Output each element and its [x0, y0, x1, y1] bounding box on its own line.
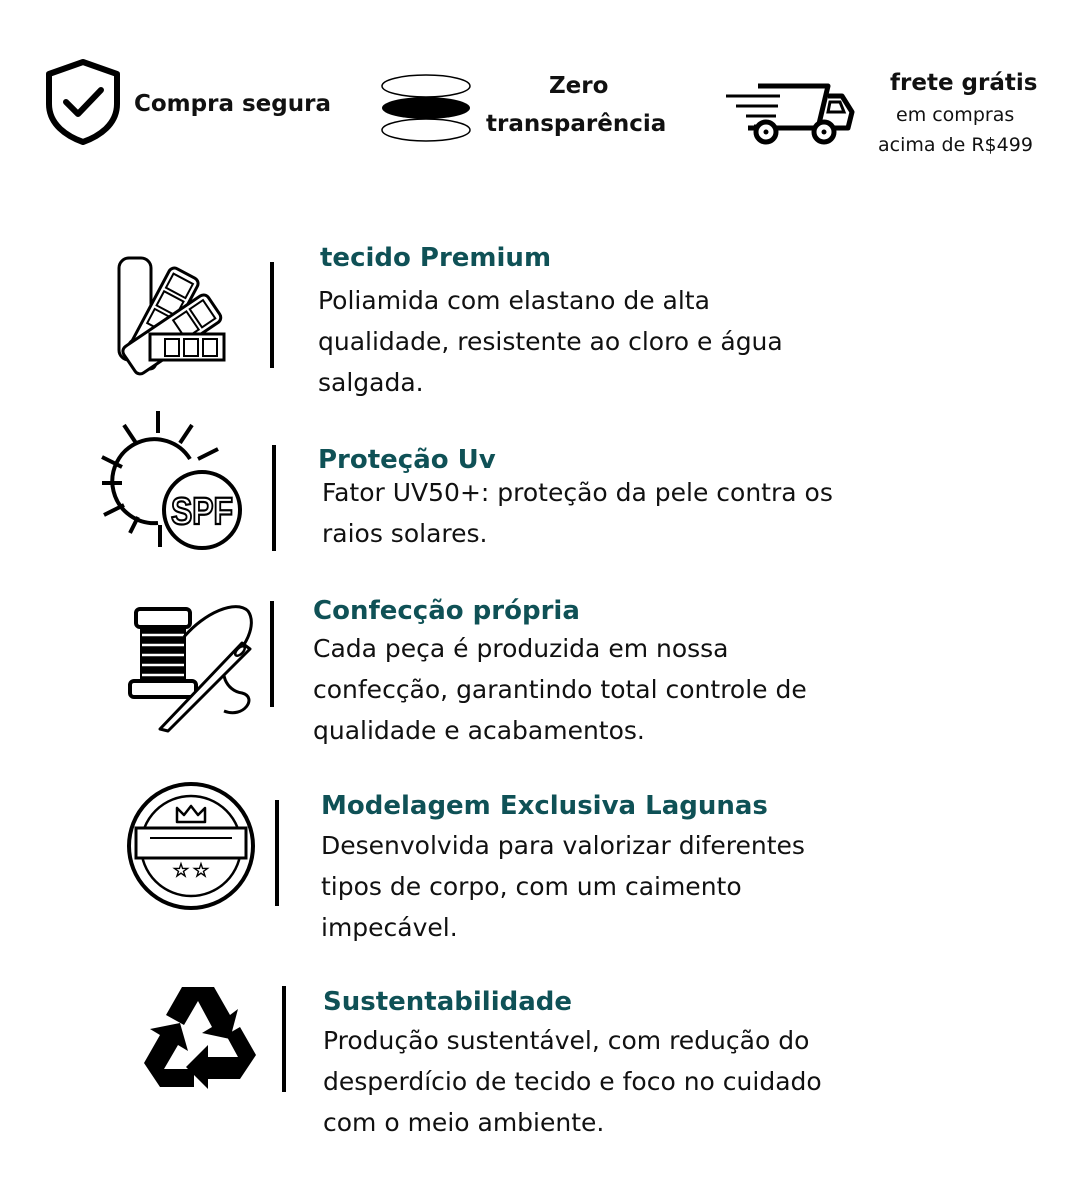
- spf-icon-text: SPF: [171, 491, 233, 533]
- star-icon: ★: [173, 861, 189, 881]
- feature-title: Proteção Uv: [318, 445, 496, 475]
- feature-desc-line: desperdício de tecido e foco no cuidado: [323, 1067, 822, 1096]
- recycle-icon: [138, 983, 258, 1093]
- badge-transparency: [380, 68, 680, 148]
- feature-sustainability: [0, 975, 1080, 1145]
- feature-divider: [282, 986, 286, 1092]
- feature-own-production: [0, 595, 1080, 745]
- feature-divider: [270, 262, 274, 368]
- feature-desc-line: raios solares.: [322, 519, 488, 548]
- feature-desc-line: Produção sustentável, com redução do: [323, 1026, 810, 1055]
- feature-desc-line: Fator UV50+: proteção da pele contra os: [322, 478, 833, 507]
- feature-desc-line: Poliamida com elastano de alta: [318, 286, 710, 315]
- feature-desc-line: Desenvolvida para valorizar diferentes: [321, 831, 805, 860]
- feature-desc-line: salgada.: [318, 368, 424, 397]
- feature-divider: [272, 445, 276, 551]
- shipping-title: frete grátis: [890, 70, 1038, 96]
- color-swatch-icon: [116, 256, 228, 364]
- transparency-line1: Zero: [549, 73, 609, 99]
- feature-desc-line: impecável.: [321, 913, 458, 942]
- feature-premium-fabric: [0, 240, 1080, 400]
- transparency-line2: transparência: [486, 111, 667, 137]
- crown-stars-seal-icon: [124, 780, 258, 912]
- thread-needle-icon: [126, 601, 256, 733]
- delivery-truck-icon: [724, 82, 856, 148]
- feature-title: Modelagem Exclusiva Lagunas: [321, 791, 768, 821]
- shipping-line2: acima de R$499: [878, 134, 1033, 156]
- feature-desc-line: tipos de corpo, com um caimento: [321, 872, 742, 901]
- feature-divider: [275, 800, 279, 906]
- feature-title: Confecção própria: [313, 596, 580, 626]
- feature-desc-line: Cada peça é produzida em nossa: [313, 634, 729, 663]
- feature-desc-line: qualidade e acabamentos.: [313, 716, 645, 745]
- secure-label: Compra segura: [134, 91, 331, 117]
- shipping-line1: em compras: [896, 104, 1015, 126]
- feature-desc-line: confecção, garantindo total controle de: [313, 675, 807, 704]
- badge-shipping: [724, 64, 1064, 164]
- sun-spf-icon: [100, 409, 245, 549]
- fabric-layers-icon: [380, 72, 472, 144]
- shield-check-icon: [44, 58, 122, 146]
- feature-exclusive-modeling: [0, 780, 1080, 950]
- star-icon: ★: [193, 861, 209, 881]
- feature-title: Sustentabilidade: [323, 987, 573, 1017]
- feature-uv-protection: [0, 405, 1080, 555]
- feature-desc-line: com o meio ambiente.: [323, 1108, 605, 1137]
- feature-divider: [270, 601, 274, 707]
- badge-secure: [44, 58, 344, 148]
- feature-desc-line: qualidade, resistente ao cloro e água: [318, 327, 783, 356]
- feature-title: tecido Premium: [320, 243, 552, 273]
